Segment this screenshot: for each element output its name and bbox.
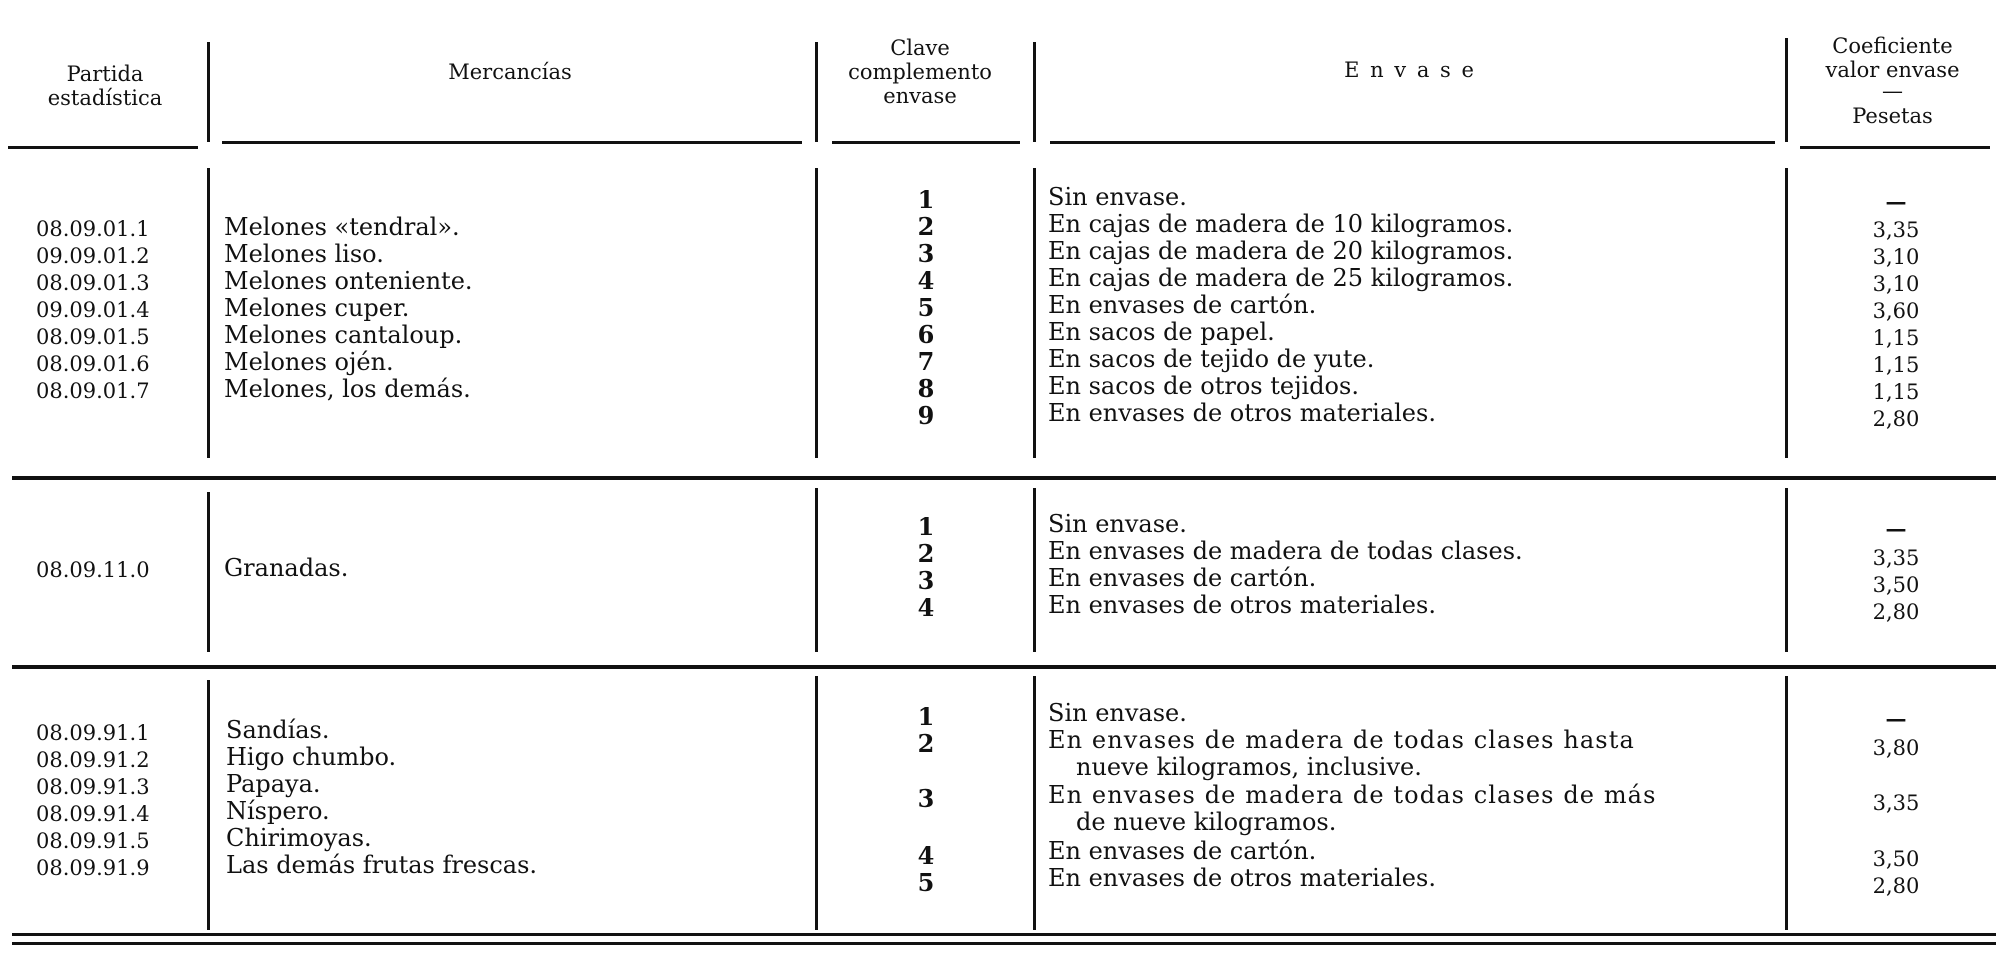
- s2-vline-4: [1785, 488, 1788, 652]
- s3-envase-3-cont: de nueve kilogramos.: [1076, 808, 1337, 836]
- s1-vline-2: [815, 168, 818, 458]
- s3-partida-4: 08.09.91.4: [36, 802, 150, 826]
- s3-coef-2: 3,80: [1872, 736, 1920, 760]
- s1-mercancia-4: Melones cuper.: [224, 294, 410, 322]
- s1-mercancia-2: Melones liso.: [224, 240, 384, 268]
- s1-partida-2: 09.09.01.2: [36, 244, 150, 268]
- header-clave-line3: envase: [883, 84, 957, 108]
- header-partida-line1: Partida: [66, 62, 144, 86]
- s1-envase-6: En sacos de papel.: [1048, 318, 1275, 346]
- s3-partida-1: 08.09.91.1: [36, 721, 150, 745]
- s1-envase-4: En cajas de madera de 25 kilogramos.: [1048, 264, 1514, 292]
- s2-clave-3: 3: [917, 566, 935, 595]
- s3-envase-3: En envases de madera de todas clases de más: [1048, 781, 1657, 809]
- s3-vline-4: [1785, 676, 1788, 930]
- s1-coef-4: 3,10: [1872, 272, 1920, 296]
- s3-vline-3: [1033, 676, 1036, 930]
- s1-envase-9: En envases de otros materiales.: [1048, 399, 1436, 427]
- s2-coef-3: 3,50: [1872, 573, 1920, 597]
- s1-clave-6: 6: [917, 320, 935, 349]
- s2-envase-1: Sin envase.: [1048, 510, 1187, 538]
- s2-coef-4: 2,80: [1872, 600, 1920, 624]
- header-clave-line1: Clave: [890, 36, 950, 60]
- s3-mercancia-1: Sandías.: [226, 716, 330, 744]
- s3-mercancia-2: Higo chumbo.: [226, 743, 397, 771]
- s1-coef-9: 2,80: [1872, 407, 1920, 431]
- header-vline-2: [815, 42, 818, 142]
- s3-vline-2: [815, 676, 818, 930]
- s1-vline-1: [207, 168, 210, 458]
- s1-clave-8: 8: [917, 374, 935, 403]
- s1-clave-1: 1: [917, 185, 935, 214]
- header-envase: E n v a s e: [1344, 58, 1476, 82]
- s1-partida-5: 08.09.01.5: [36, 325, 150, 349]
- header-clave: [820, 36, 1020, 108]
- s3-envase-2-cont: nueve kilogramos, inclusive.: [1076, 753, 1422, 781]
- s3-coef-5: 2,80: [1872, 874, 1920, 898]
- s1-clave-2: 2: [917, 212, 935, 241]
- s1-mercancia-6: Melones ojén.: [224, 348, 394, 376]
- s1-coef-5: 3,60: [1872, 299, 1920, 323]
- s1-coef-3: 3,10: [1872, 245, 1920, 269]
- header-partida: [10, 62, 200, 110]
- header-coef-line1: Coeficiente: [1832, 34, 1953, 58]
- header-rule-clave: [832, 141, 1020, 144]
- s1-mercancia-3: Melones onteniente.: [224, 267, 473, 295]
- s1-partida-3: 08.09.01.3: [36, 271, 150, 295]
- s1-envase-1: Sin envase.: [1048, 183, 1187, 211]
- s2-vline-1: [207, 492, 210, 652]
- header-rule-envase: [1050, 141, 1775, 144]
- header-rule-partida: [8, 146, 198, 149]
- s1-clave-3: 3: [917, 239, 935, 268]
- header-coef-line4: Pesetas: [1852, 104, 1933, 128]
- s2-coef-2: 3,35: [1872, 546, 1920, 570]
- s3-clave-3: 3: [917, 784, 935, 813]
- bottom-rule-1: [12, 933, 1996, 936]
- s3-mercancia-5: Chirimoyas.: [226, 824, 372, 852]
- s3-mercancia-4: Níspero.: [226, 797, 330, 825]
- s1-clave-7: 7: [917, 347, 935, 376]
- s3-partida-3: 08.09.91.3: [36, 775, 150, 799]
- s3-partida-2: 08.09.91.2: [36, 748, 150, 772]
- header-mercancias: Mercancías: [448, 60, 572, 84]
- s2-vline-2: [815, 488, 818, 652]
- section-divider-2: [12, 665, 1996, 669]
- header-coef-line2: valor envase: [1825, 58, 1960, 82]
- s2-clave-1: 1: [917, 512, 935, 541]
- s1-vline-3: [1033, 168, 1036, 458]
- s1-coef-1: —: [1885, 189, 1907, 214]
- s1-envase-7: En sacos de tejido de yute.: [1048, 345, 1375, 373]
- s3-coef-3: 3,35: [1872, 791, 1920, 815]
- s3-vline-1: [207, 680, 210, 930]
- s1-clave-9: 9: [917, 401, 935, 430]
- s2-envase-3: En envases de cartón.: [1048, 564, 1317, 592]
- header-vline-1: [207, 42, 210, 142]
- s1-mercancia-5: Melones cantaloup.: [224, 321, 463, 349]
- s3-coef-4: 3,50: [1872, 847, 1920, 871]
- header-coef-line3: —: [1882, 79, 1903, 103]
- s1-partida-6: 08.09.01.6: [36, 352, 150, 376]
- s1-envase-8: En sacos de otros tejidos.: [1048, 372, 1359, 400]
- s1-envase-2: En cajas de madera de 10 kilogramos.: [1048, 210, 1514, 238]
- s3-clave-1: 1: [917, 702, 935, 731]
- s2-vline-3: [1033, 488, 1036, 652]
- s1-clave-4: 4: [917, 266, 935, 295]
- header-rule-coef: [1800, 146, 1990, 149]
- s2-clave-4: 4: [917, 593, 935, 622]
- header-partida-line2: estadística: [47, 86, 163, 110]
- header-vline-4: [1785, 38, 1788, 142]
- s1-mercancia-7: Melones, los demás.: [224, 375, 471, 403]
- s1-clave-5: 5: [917, 293, 935, 322]
- s3-mercancia-3: Papaya.: [226, 770, 321, 798]
- header-rule-mercancias: [222, 141, 802, 144]
- s1-coef-7: 1,15: [1872, 353, 1920, 377]
- bottom-rule-2: [12, 942, 1996, 945]
- s3-envase-5: En envases de otros materiales.: [1048, 864, 1436, 892]
- s1-partida-7: 08.09.01.7: [36, 379, 150, 403]
- s1-coef-8: 1,15: [1872, 380, 1920, 404]
- s3-coef-1: —: [1885, 706, 1907, 731]
- s3-mercancia-6: Las demás frutas frescas.: [226, 851, 538, 879]
- s2-mercancia-1: Granadas.: [224, 554, 349, 582]
- s1-mercancia-1: Melones «tendral».: [224, 213, 460, 241]
- s2-envase-4: En envases de otros materiales.: [1048, 591, 1436, 619]
- s3-partida-6: 08.09.91.9: [36, 856, 150, 880]
- s3-partida-5: 08.09.91.5: [36, 829, 150, 853]
- s1-partida-4: 09.09.01.4: [36, 298, 150, 322]
- s3-envase-4: En envases de cartón.: [1048, 837, 1317, 865]
- header-coeficiente: [1790, 34, 1995, 128]
- s2-partida-1: 08.09.11.0: [36, 558, 150, 582]
- s1-coef-2: 3,35: [1872, 218, 1920, 242]
- s1-partida-1: 08.09.01.1: [36, 217, 150, 241]
- s3-envase-2: En envases de madera de todas clases hasta: [1048, 726, 1635, 754]
- s3-envase-1: Sin envase.: [1048, 699, 1187, 727]
- s1-envase-5: En envases de cartón.: [1048, 291, 1317, 319]
- s3-clave-5: 5: [917, 868, 935, 897]
- s1-envase-3: En cajas de madera de 20 kilogramos.: [1048, 237, 1514, 265]
- section-divider-1: [12, 476, 1996, 480]
- header-clave-line2: complemento: [848, 60, 992, 84]
- s2-envase-2: En envases de madera de todas clases.: [1048, 537, 1523, 565]
- s1-coef-6: 1,15: [1872, 326, 1920, 350]
- s2-coef-1: —: [1885, 516, 1907, 541]
- s1-vline-4: [1785, 168, 1788, 458]
- s3-clave-2: 2: [917, 729, 935, 758]
- header-vline-3: [1033, 42, 1036, 142]
- s3-clave-4: 4: [917, 841, 935, 870]
- s2-clave-2: 2: [917, 539, 935, 568]
